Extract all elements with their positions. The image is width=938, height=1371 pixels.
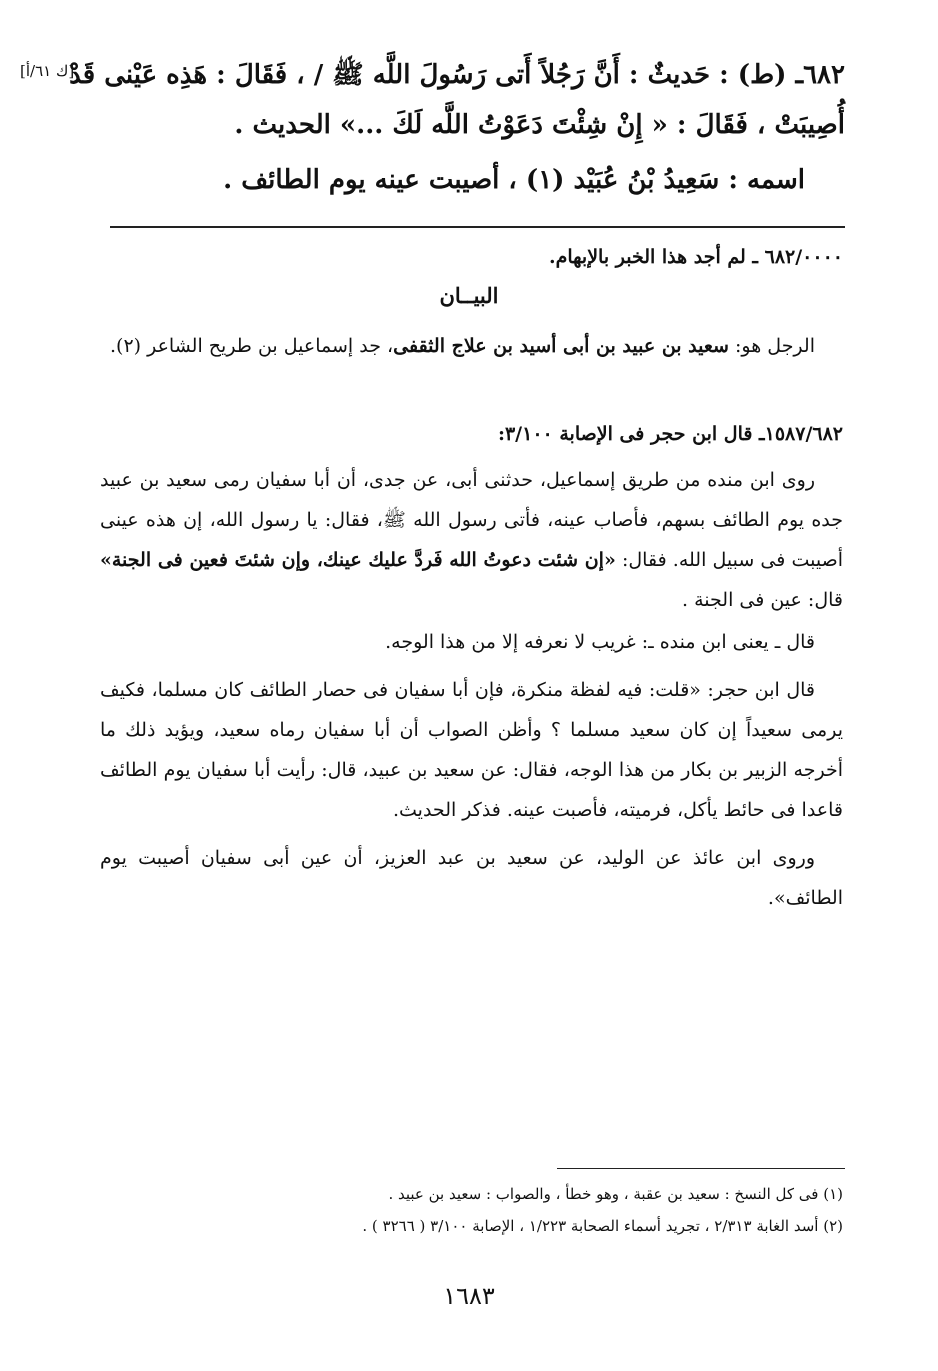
identity-name: سعيد بن عبيد بن أبى أسيد بن علاج الثقفى xyxy=(393,335,729,357)
note-no-ibham: ٦٨٢/٠٠٠٠ ـ لم أجد هذا الخبر بالإبهام. xyxy=(548,246,843,268)
ibn-aidh-narration: وروى ابن عائذ عن الوليد، عن سعيد بن عبد العزيز، أن عين أبى سفيان أصيبت يوم الطائف». xyxy=(100,847,843,909)
footnote-divider xyxy=(557,1168,845,1169)
footnote-1: (١) فى كل النسخ : سعيد بن عقبة ، وهو خطأ ، والصواب : سعيد بن عبيد . xyxy=(388,1185,843,1203)
narration-end: قال: عين فى الجنة . xyxy=(682,589,843,611)
narration-paragraph xyxy=(100,460,843,620)
main-divider xyxy=(110,226,845,228)
prophetic-quote: «إن شئت دعوتُ الله فَردَّ عليك عينك، وإن شئتَ فعين فى الجنة» xyxy=(100,549,616,571)
reference-heading: ١٥٨٧/٦٨٢ـ قال ابن حجر فى الإصابة ٣/١٠٠: xyxy=(497,423,843,445)
footnote-2: (٢) أسد الغابة ٢/٣١٣ ، تجريد أسماء الصحابة ١/٢٢٣ ، الإصابة ٣/١٠٠ ( ٣٢٦٦ ) . xyxy=(362,1217,843,1235)
identity-intro: الرجل هو: xyxy=(728,335,815,357)
page-number: ١٦٨٣ xyxy=(443,1282,495,1310)
narration-text: روى ابن منده من طريق إسماعيل، حدثنى أبى، عن جدى، أن أبا سفيان رمى سعيد بن عبيد جده يوم الطائف بسهم، فأصاب عينه، فأتى رسول الله ﷺ، فقال: يا رسول الله، إن هذه عينى أصيبت فى سبيل الله. فقال: xyxy=(100,469,844,571)
ibn-mandah-comment: قال ـ يعنى ابن منده ـ: غريب لا نعرفه إلا من هذا الوجه. xyxy=(385,631,815,653)
margin-reference: [ك ٦١/أ] xyxy=(20,62,75,80)
hadith-line-3: اسمه : سَعِيدُ بْنُ عُبَيْد (١) ، أصيبت عينه يوم الطائف . xyxy=(223,165,805,195)
identity-rest: ، جد إسماعيل بن طريح الشاعر (٢). xyxy=(109,335,394,357)
section-heading: البيــان xyxy=(439,283,499,308)
identity-paragraph xyxy=(100,326,843,366)
hadith-line-1: ٦٨٢ـ (ط) : حَديثٌ : أَنَّ رَجُلاً أَتى رَسُولَ اللَّه ﷺ / ، فَقَالَ : هَذِه عَيْنى قَدْ xyxy=(69,60,845,90)
hadith-line-2: أُصِيبَتْ ، فَقَالَ : « إِنْ شِئْتَ دَعَوْتُ اللَّه لَكَ ...» الحديث . xyxy=(234,110,845,140)
ibn-hajar-comment: قال ابن حجر: «قلت: فيه لفظة منكرة، فإن أبا سفيان فى حصار الطائف كان مسلما، فكيف يرمى سعيداً إن كان سعيد مسلما ؟ وأظن الصواب أن أبا سفيان رماه سعيد، ويؤيد ذلك ما أخرجه الزبير بن بكار من هذا الوجه، فقال: عن سعيد بن عبيد، قال: رأيت أبا سفيان يوم الطائف قاعدا فى حائط يأكل، فرميته، فأصبت عينه. فذكر الحديث. xyxy=(100,679,843,821)
